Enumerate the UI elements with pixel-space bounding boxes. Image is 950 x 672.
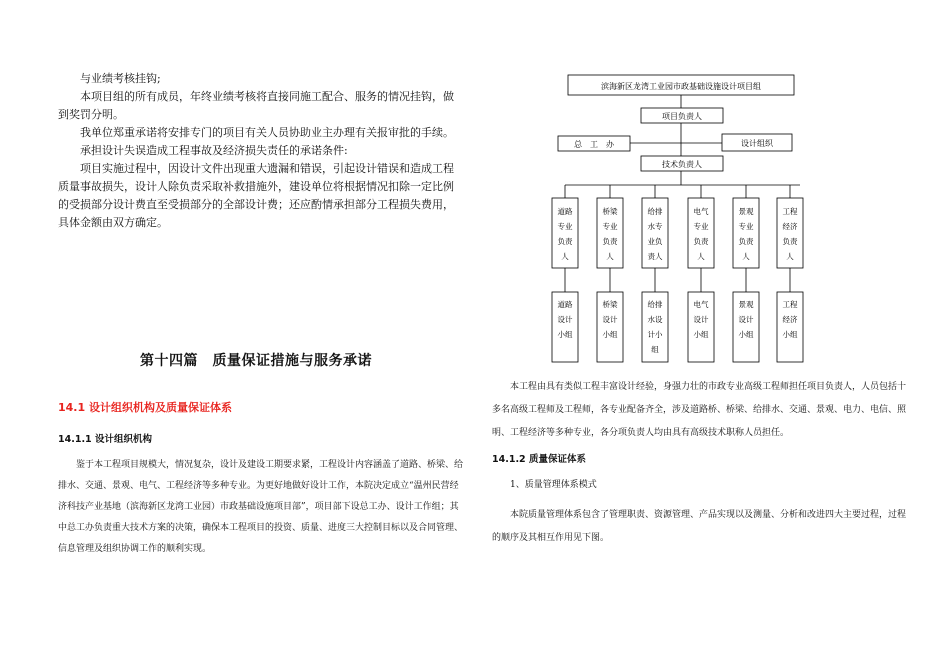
org-group-label: 设计 — [738, 315, 754, 324]
org-lead-label: 专业 — [557, 222, 573, 231]
org-group-label: 小组 — [782, 330, 798, 339]
org-group-label: 组 — [651, 345, 659, 354]
org-lead-label: 人 — [742, 252, 750, 261]
right-body — [492, 376, 910, 550]
org-design-org-label: 设计组织 — [741, 139, 773, 148]
org-lead-label: 人 — [697, 252, 705, 261]
paragraph: 本工程由具有类似工程丰富设计经验，身强力壮的市政专业高级工程师担任项目负责人，人员包括十多名高级工程师及工程师，各专业配备齐全，涉及道路桥、桥梁、给排水、交通、景观、电力、电信、照明、工程经济等多种专业，各分项负责人均由具有高级技术职称人员担任。 — [492, 382, 907, 438]
section-heading: 14.1 设计组织机构及质量保证体系 — [58, 401, 232, 414]
org-lead-label: 业负 — [647, 237, 663, 246]
org-group-label: 经济 — [782, 315, 798, 324]
paragraph: 承担设计失误造成工程事故及经济损失责任的承诺条件: — [80, 144, 348, 157]
paragraph: 本项目组的所有成员，年终业绩考核将直接同施工配合、服务的情况挂钩，做到奖罚分明。 — [58, 90, 454, 121]
org-lead-label: 给排 — [647, 207, 663, 216]
list-item: 1、质量管理体系模式 — [510, 480, 597, 490]
org-group-label: 景观 — [738, 300, 754, 309]
org-lead-label: 专业 — [602, 222, 618, 231]
org-lead-label: 责人 — [647, 252, 663, 261]
left-top-text — [58, 70, 463, 232]
org-group-label: 小组 — [557, 330, 573, 339]
org-group-label: 小组 — [738, 330, 754, 339]
org-lead-label: 电气 — [693, 207, 709, 216]
org-chief-office-label: 总 工 办 — [574, 140, 614, 149]
paragraph: 与业绩考核挂钩; — [80, 72, 161, 85]
org-group-label: 计小 — [647, 330, 663, 339]
org-lead-label: 道路 — [557, 207, 573, 216]
org-chart — [540, 70, 830, 370]
org-lead-label: 负责 — [782, 237, 798, 246]
paragraph: 我单位郑重承诺将安排专门的项目有关人员协助业主办理有关报审批的手续。 — [80, 126, 454, 139]
org-group-label: 桥梁 — [602, 300, 618, 309]
org-group-label: 电气 — [693, 300, 709, 309]
org-group-label: 工程 — [782, 300, 798, 309]
org-group-label: 小组 — [602, 330, 618, 339]
org-group-label: 设计 — [557, 315, 573, 324]
org-tech-lead-label: 技术负责人 — [662, 160, 702, 169]
org-lead-label: 专业 — [738, 222, 754, 231]
subsection-heading: 14.1.2 质量保证体系 — [492, 454, 586, 465]
paragraph: 项目实施过程中，因设计文件出现重大遗漏和错误，引起设计错误和造成工程质量事故损失，设计人除负责采取补救措施外，建设单位将根据情况扣除一定比例的受损部分设计费直至受损部分的全部设计费；还应酌情承担部分工程损失费用，具体金额由双方确定。 — [58, 162, 454, 229]
chapter-title: 第十四篇 质量保证措施与服务承诺 — [140, 353, 372, 369]
org-lead-label: 工程 — [782, 207, 798, 216]
org-lead-label: 景观 — [738, 207, 754, 216]
org-lead-label: 负责 — [557, 237, 573, 246]
org-lead-label: 人 — [561, 252, 569, 261]
org-top-label: 滨海新区龙湾工业园市政基础设施设计项目组 — [601, 82, 761, 91]
org-lead-label: 桥梁 — [602, 207, 618, 216]
org-lead-label: 负责 — [693, 237, 709, 246]
org-lead-label: 负责 — [602, 237, 618, 246]
subsection-heading: 14.1.1 设计组织机构 — [58, 434, 152, 445]
paragraph: 鉴于本工程项目规模大，情况复杂，设计及建设工期要求紧，工程设计内容涵盖了道路、桥梁、给排水、交通、景观、电气、工程经济等多种专业。为更好地做好设计工作，本院决定成立“温州民营经济科技产业基地（滨海新区龙湾工业园）市政基础设施项目部”，项目部下设总工办、设计工作组；其中总工办负责重大技术方案的决策，确保本工程项目的投资、质量、进度三大控制目标以及合同管理、信息管理及组织协调工作的顺利实现。 — [58, 460, 464, 554]
org-group-label: 小组 — [693, 330, 709, 339]
org-lead-label: 负责 — [738, 237, 754, 246]
org-pm-label: 项目负责人 — [662, 112, 702, 121]
org-lead-label: 专业 — [693, 222, 709, 231]
left-body — [58, 431, 463, 560]
org-lead-label: 人 — [606, 252, 614, 261]
paragraph: 本院质量管理体系包含了管理职责、资源管理、产品实现以及测量、分析和改进四大主要过程，过程的顺序及其相互作用见下图。 — [492, 510, 907, 543]
org-group-label: 设计 — [602, 315, 618, 324]
org-lead-label: 水专 — [647, 222, 663, 231]
org-group-label: 给排 — [647, 300, 663, 309]
org-lead-label: 人 — [786, 252, 794, 261]
org-group-label: 设计 — [693, 315, 709, 324]
org-group-label: 水设 — [647, 315, 663, 324]
org-lead-label: 经济 — [782, 222, 798, 231]
org-group-label: 道路 — [557, 300, 573, 309]
